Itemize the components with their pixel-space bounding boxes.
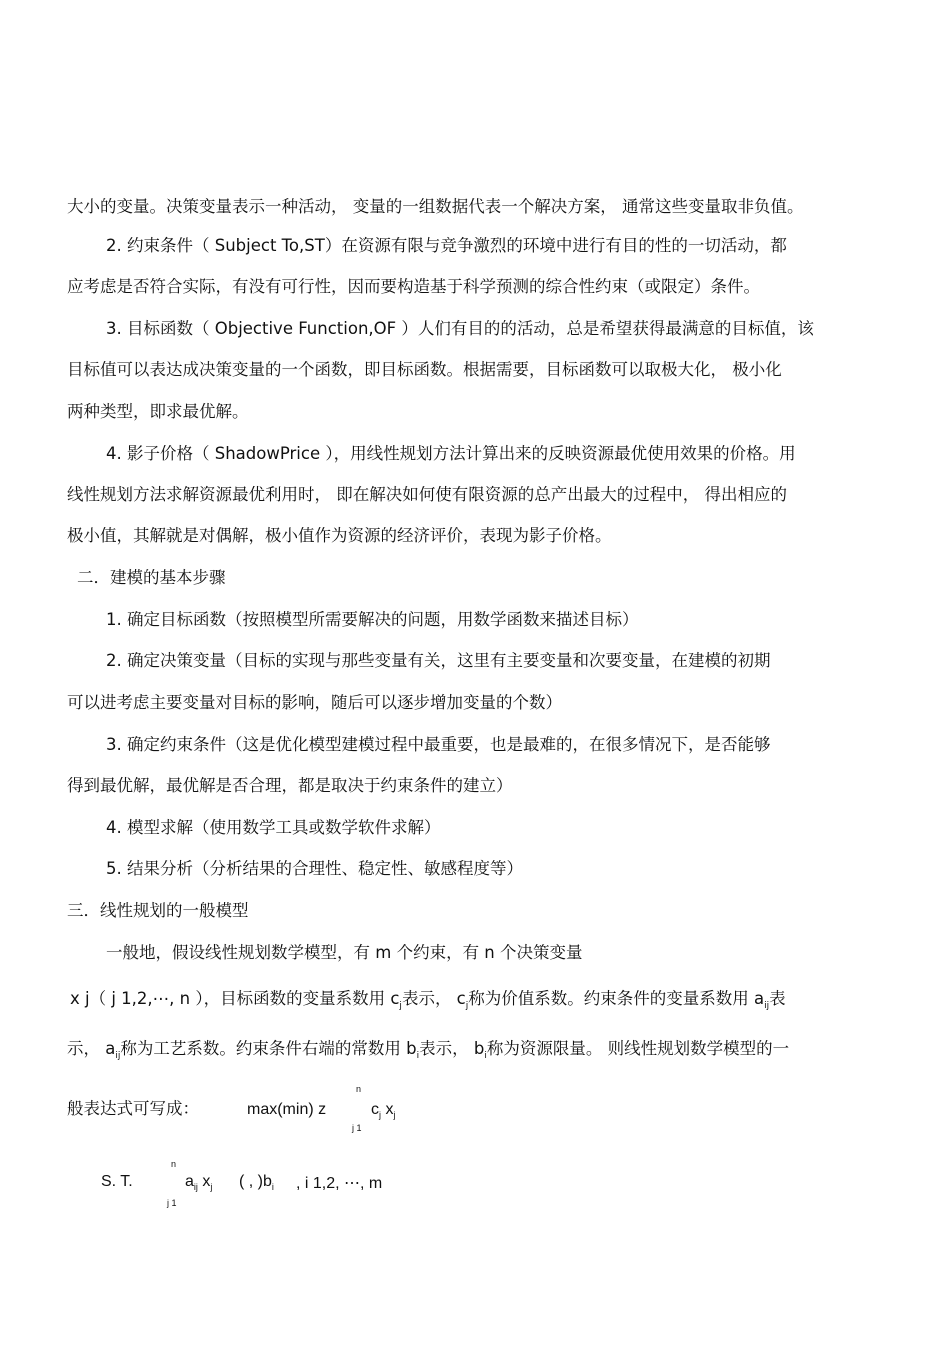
section-heading-general-model: 三．线性规划的一般模型 — [67, 901, 249, 920]
subscript: i — [416, 1051, 420, 1061]
text-fragment: 称为价值系数。约束条件的变量系数用 a — [468, 989, 765, 1008]
paragraph-line-constants — [67, 1038, 789, 1063]
list-item-objective: 3. 目标函数（ Objective Function,OF ）人们有目的的活动，总是希望获得最满意的目标值，该 — [106, 319, 814, 338]
objective-lhs: max(min) z — [247, 1101, 327, 1118]
text-fragment: 称为工艺系数。约束条件右端的常数用 b — [120, 1039, 417, 1058]
subscript: ij — [115, 1051, 121, 1061]
paragraph-line: 可以进考虑主要变量对目标的影响，随后可以逐步增加变量的个数） — [67, 693, 562, 712]
paragraph-line: 一般地，假设线性规划数学模型，有 m 个约束，有 n 个决策变量 — [106, 943, 583, 962]
subject-to-label: S. T. — [101, 1173, 133, 1190]
sum-lower-limit: j 1 — [167, 1198, 177, 1208]
text-fragment: 示， a — [67, 1039, 116, 1058]
step-item: 1. 确定目标函数（按照模型所需要解决的问题，用数学函数来描述目标） — [106, 610, 639, 629]
text-fragment: 表 — [769, 989, 786, 1008]
constraint-range: , i 1,2, ⋯, m — [296, 1175, 383, 1192]
step-item: 3. 确定约束条件（这是优化模型建模过程中最重要，也是最难的，在很多情况下，是否能够 — [106, 735, 771, 754]
step-item: 2. 确定决策变量（目标的实现与那些变量有关，这里有主要变量和次要变量，在建模的初期 — [106, 651, 771, 670]
section-heading-modeling-steps: 二．建模的基本步骤 — [77, 568, 226, 587]
formula-fragment: x j（ j 1,2,⋯, n ），目标函数的变量系数用 c — [70, 989, 400, 1008]
sum-upper-limit: n — [171, 1159, 177, 1169]
subscript: j — [465, 1001, 469, 1011]
constraint-relation: ( , )$b_i$ — [239, 1173, 274, 1192]
paragraph-line: 极小值，其解就是对偶解，极小值作为资源的经济评价，表现为影子价格。 — [67, 526, 612, 545]
paragraph-line: 大小的变量。决策变量表示一种活动， 变量的一组数据代表一个解决方案， 通常这些变量取非负值。 — [67, 197, 804, 216]
sum-upper-limit: n — [356, 1084, 362, 1094]
text-fragment: 表示， b — [419, 1039, 485, 1058]
text-fragment: 表示， c — [401, 989, 466, 1008]
step-item: 4. 模型求解（使用数学工具或数学软件求解） — [106, 818, 441, 837]
step-item: 5. 结果分析（分析结果的合理性、稳定性、敏感程度等） — [106, 859, 523, 878]
paragraph-line: 目标值可以表达成决策变量的一个函数，即目标函数。根据需要，目标函数可以取极大化， 极小化 — [67, 360, 782, 379]
subscript: ij — [764, 1001, 770, 1011]
paragraph-line: 两种类型，即求最优解。 — [67, 402, 249, 421]
paragraph-line: 应考虑是否符合实际，有没有可行性，因而要构造基于科学预测的综合性约束（或限定）条件。 — [67, 277, 760, 296]
subscript: i — [484, 1051, 487, 1061]
paragraph-line: 得到最优解，最优解是否合理，都是取决于约束条件的建立） — [67, 776, 513, 795]
list-item-shadow-price: 4. 影子价格（ ShadowPrice ），用线性规划方法计算出来的反映资源最优使用效果的价格。用 — [106, 444, 796, 463]
paragraph-line-coefficients — [70, 988, 786, 1013]
sum-lower-limit: j 1 — [352, 1123, 362, 1133]
list-item-constraints: 2. 约束条件（ Subject To,ST）在资源有限与竞争激烈的环境中进行有目的性的一切活动，都 — [106, 236, 787, 255]
objective-term: $c_j$ $x_j$ — [371, 1101, 396, 1120]
constraint-term: $a_{ij}$ $x_j$ — [185, 1173, 213, 1192]
subscript: j — [399, 1001, 402, 1011]
text-fragment: 称为资源限量。 则线性规划数学模型的一 — [486, 1039, 790, 1058]
paragraph-line: 般表达式可写成： — [67, 1099, 199, 1118]
paragraph-line: 线性规划方法求解资源最优利用时， 即在解决如何使有限资源的总产出最大的过程中， 得出相应的 — [67, 485, 787, 504]
